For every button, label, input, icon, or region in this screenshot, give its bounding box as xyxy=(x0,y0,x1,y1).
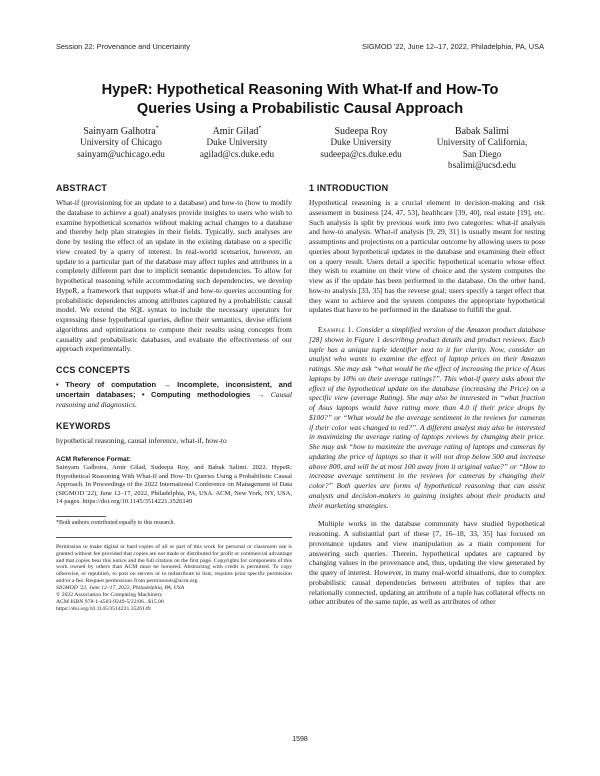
author-1 xyxy=(62,126,180,160)
left-column xyxy=(56,183,292,613)
introduction-heading: 1 INTRODUCTION xyxy=(309,183,389,193)
paper-title-line-2: Queries Using a Probabilistic Causal Approach xyxy=(136,101,464,117)
footnote-rule xyxy=(56,516,106,517)
author-email: sudeepa@cs.duke.edu xyxy=(320,148,402,159)
footnote-equal-contribution: *Both authors contributed equally to this research. xyxy=(56,520,175,527)
example-text: Consider a simplified version of the Amazon product database [28] shown in Figure 1 describing product details and product reviews. Each tuple has a unique tuple identifier next to it for clarity. Now, consider an analyst who wants to examine the effect of laptop prices on their Amazon ratings. She may ask “what would be the effect of increasing the price of Asus laptops by 10% on their average ratings?”. This what-if query asks about the effect of the hypothetical update on the database (increasing the Price) on a specific view (average Rating). She may also be interested in “what fraction of Asus laptops would have rating more than 4.0 if their price drops by $100?” or “What would be the average sentiment in the reviews for cameras if their color was changed to red?”. A different analyst may also be interested in maximizing the average rating of laptops reviews by changing their price. She may ask “how to maximize the average rating of laptops and cameras by updating the price of laptops so that it will not drop below 500 and increase above 800, and will be at most 100 away from it original value?” or “How to increase average sentiment in the reviews for cameras by changing their color?” Both queries are forms of hypothetical reasoning that can assist analysts and decision-makers in gaining insights about their products and their marketing strategies. xyxy=(309,325,546,510)
running-head-left: Session 22: Provenance and Uncertainty xyxy=(56,42,190,51)
acm-reference-heading: ACM Reference Format: xyxy=(56,456,132,463)
ccs-item-2-detail: Causal reasoning and diagnostics xyxy=(56,389,292,409)
ccs-text xyxy=(56,380,292,409)
acm-reference-text: Sainyam Galhotra, Amir Gilad, Sudeepa Roy, and Babak Salimi. 2022. HypeR: Hypothetical Reasoning With What-If and How-To Queries Using a Probabilistic Causal Approach. In Proceedings of the 2022 International Conference on Management of Data (SIGMOD '22), June 12–17, 2022, Philadelphia, PA, USA. ACM, New York, NY, USA, 14 pages. https://doi.org/10.1145/3514221.3526149 xyxy=(56,464,292,506)
abstract-text: What-if (provisioning for an update to a database) and how-to (how to modify the database to achieve a goal) analyses provide insights to users who wish to examine hypothetical scenarios without making actual changes to a database and thereby help plan strategies in their fields. Typically, such analyses are done by testing the effect of an update in the existing database on a specific view created by a query of interest. In real-world scenarios, however, an update to a particular part of the database may affect tuples and attributes in a completely different part due to implicit semantic dependencies. To allow for hypothetical reasoning while accommodating such dependencies, we develop HypeR, a framework that supports what-if and how-to queries accounting for probabilistic dependencies among attributes captured by a probabilistic causal model. We extend the SQL syntax to include the necessary operators for expressing these hypothetical queries, define their semantics, devise efficient algorithms and optimizations to compute their results using concepts from causality and probabilistic databases, and evaluate the effectiveness of our approach experimentally. xyxy=(56,198,292,354)
paper-title xyxy=(56,81,544,119)
author-name: Amir Gilad xyxy=(212,126,259,137)
introduction-paragraph-1: Hypothetical reasoning is a crucial element in decision-making and risk assessment in business [24, 47, 53], healthcare [39, 40], real estate [19], etc. Such analysis is split by previous work into two categories: what-if analysis and how-to analysis. What-if analysis [9, 29, 31] is usually meant for testing assumptions and projections on a particular outcome by allowing users to pose queries about hypothetical updates in the database and examining their effect on a query result. Users detail a specific hypothetical scenario whose effect they wish to examine on their view of choice and the system computes the view as if the update has been performed in the database. On the other hand, how-to analysis [33, 35] has the reverse goal; users specify a target effect that they want to achieve and the system computes the appropriate hypothetical updates that have to be performed in the database to fulfill the goal. xyxy=(309,198,545,315)
author-name: Babak Salimi xyxy=(454,126,510,137)
author-email: bsalimi@ucsd.edu xyxy=(448,160,516,171)
author-2 xyxy=(178,126,296,160)
permission-isbn: ACM ISBN 978-1-4503-9249-5/22/06...$15.00 xyxy=(56,598,164,605)
author-email: agilad@cs.duke.edu xyxy=(199,148,275,159)
author-name: Sainyam Galhotra xyxy=(83,126,156,137)
permission-doi[interactable]: https://doi.org/10.1145/3514221.3526149 xyxy=(56,605,151,612)
permission-text: Permission to make digital or hard copies of all or part of this work for personal or classroom use is granted without fee provided that copies are not made or distributed for profit or commercial advantage and that copies bear this notice and the full citation on the first page. Copyrights for components of this work owned by others than ACM must be honored. Abstracting with credit is permitted. To copy otherwise, or republish, to post on servers or to redistribute to lists, requires prior specific permission and/or a fee. Request permissions from permissions@acm.org. xyxy=(56,543,292,585)
ccs-heading: CCS CONCEPTS xyxy=(56,365,130,375)
ccs-item-1: • Theory of computation → Incomplete, inconsistent, and uncertain databases xyxy=(56,380,292,399)
ccs-item-2: ; • Computing methodologies → xyxy=(132,389,265,399)
example-1 xyxy=(309,325,545,510)
author-4 xyxy=(420,126,544,172)
acm-reference-section xyxy=(56,456,292,506)
introduction-paragraph-2: Multiple works in the database community have studied hypothetical reasoning. A substantial part of these [7, 16–18, 33, 35] has focused on provenance updates and view manipulation as a main component for answering such queries. Therein, hypothetical updates are captured by changing values in the provenance and, thus, updating the view generated by the query of interest. However, in many real-world situations, due to complex probabilistic causal dependencies between attributes of tuples that are relationally connected, updating an attribute of a tuple has collateral effects on other attributes of the same tuple, as well as attributes of other xyxy=(309,519,545,607)
abstract-section xyxy=(56,183,292,354)
right-column xyxy=(309,183,545,607)
author-affiliation: Duke University xyxy=(206,137,268,148)
author-email: sainyam@uchicago.edu xyxy=(77,148,165,159)
author-block xyxy=(56,126,544,178)
author-name: Sudeepa Roy xyxy=(334,126,388,137)
running-head-right: SIGMOD '22, June 12–17, 2022, Philadelphia, PA, USA xyxy=(361,42,544,51)
permission-copyright: © 2022 Association for Computing Machinery. xyxy=(56,592,164,599)
author-affiliation: University of California, xyxy=(436,137,528,148)
page-number: 1598 xyxy=(292,736,308,743)
author-affiliation: University of Chicago xyxy=(80,137,162,148)
author-affiliation-line-2: San Diego xyxy=(462,148,502,159)
author-affiliation: Duke University xyxy=(330,137,392,148)
ccs-concepts-section xyxy=(56,365,292,409)
equal-contribution-mark: * xyxy=(155,125,159,132)
abstract-heading: ABSTRACT xyxy=(56,183,108,193)
example-label: Example 1. xyxy=(318,325,354,334)
keywords-heading: KEYWORDS xyxy=(56,421,111,432)
paper-title-line-1: HypeR: Hypothetical Reasoning With What-If and How-To xyxy=(101,82,499,98)
permission-venue: SIGMOD '22, June 12–17, 2022, Philadelphia, PA, USA xyxy=(56,585,185,592)
keywords-text: hypothetical reasoning, causal inference, what-if, how-to xyxy=(56,436,227,446)
author-3 xyxy=(302,126,420,160)
equal-contribution-mark: * xyxy=(258,125,262,132)
permission-block xyxy=(56,537,292,613)
keywords-section xyxy=(56,421,292,446)
ccs-end: . xyxy=(134,399,137,409)
